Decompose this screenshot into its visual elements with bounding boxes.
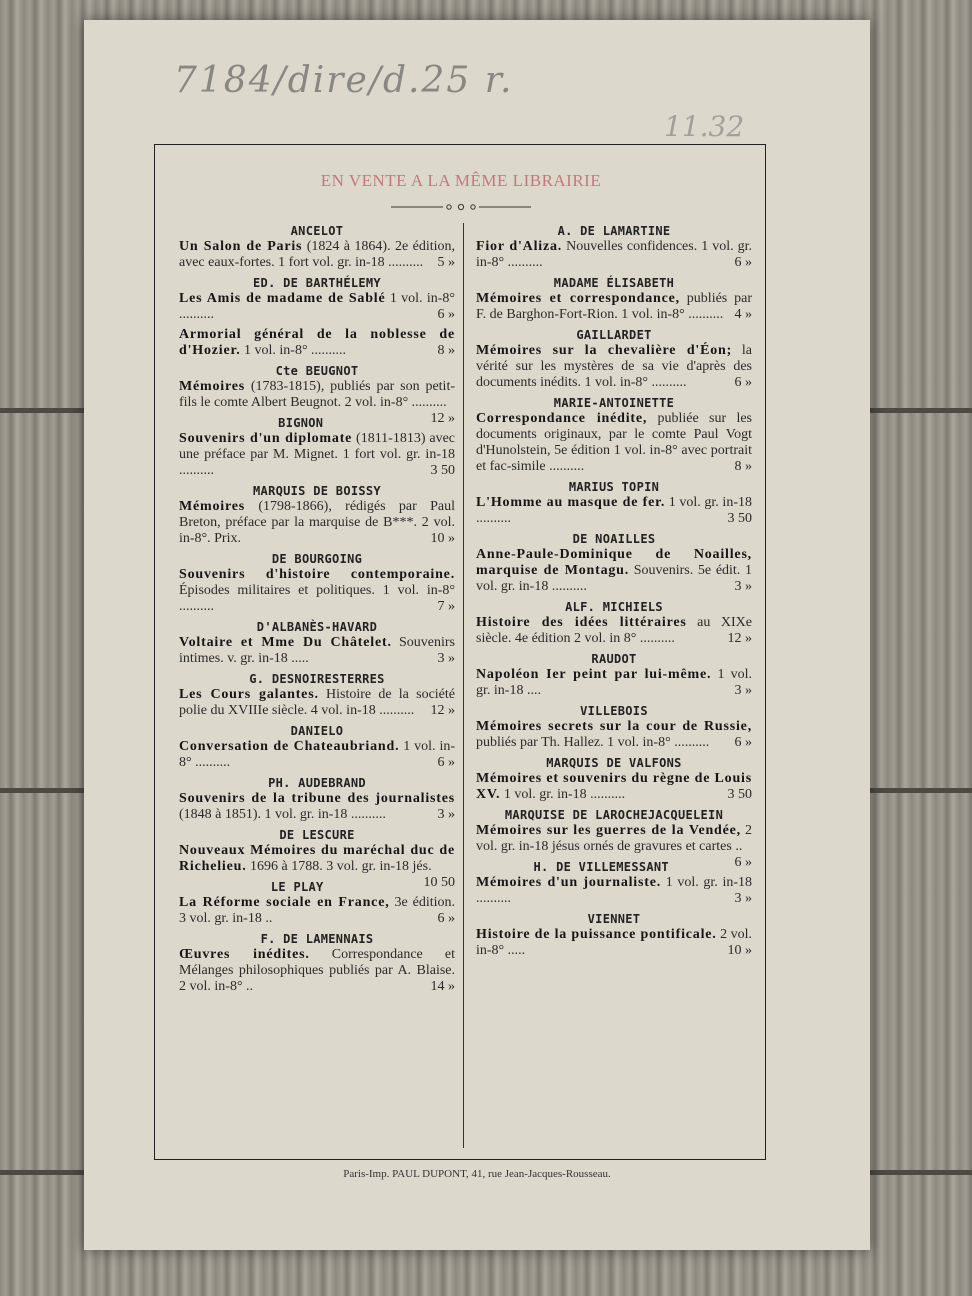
entry-text	[179, 687, 455, 719]
entry-title: Souvenirs d'histoire contemporaine.	[179, 567, 455, 582]
entry-price: 3 50	[727, 511, 752, 526]
entry-description: publiés par F. de Barghon-Fort-Rion. 1 vol. in-8° ..........	[476, 291, 752, 322]
entry-title: Armorial général de la noblesse de d'Hozier.	[179, 327, 455, 358]
entry-description: 1 vol. in-8° ..........	[240, 343, 347, 358]
catalogue-entry	[179, 931, 455, 995]
pencil-number: 11.32	[664, 110, 745, 143]
entry-text	[179, 291, 455, 323]
entry-price: 3 »	[437, 651, 455, 666]
entry-price: 6 »	[437, 911, 455, 926]
catalogue-entry	[476, 223, 752, 271]
entry-description: (1798-1866), rédigés par Paul Breton, préface par la marquise de B***. 2 vol. in-8°. Prix.	[179, 499, 455, 546]
entry-title: Histoire des idées littéraires	[476, 615, 687, 630]
entry-title: Mémoires	[179, 379, 246, 394]
entry-text	[476, 771, 752, 803]
catalogue-entry	[179, 223, 455, 271]
catalogue-entry	[476, 327, 752, 391]
entry-price: 7 »	[437, 599, 455, 614]
entry-title: Anne-Paule-Dominique de Noailles, marquise de Montagu.	[476, 547, 752, 578]
entry-author: A. DE LAMARTINE	[557, 224, 671, 238]
entry-price: 3 50	[430, 463, 455, 478]
entry-author: MARQUIS DE VALFONS	[546, 756, 682, 770]
catalogue-entry	[179, 775, 455, 823]
catalogue-entry	[179, 327, 455, 359]
entry-title: Œuvres inédites.	[179, 947, 310, 962]
entry-description: 1 vol. in-8° ..........	[179, 739, 455, 770]
entry-title: Mémoires	[179, 499, 246, 514]
column-divider	[463, 223, 464, 1148]
entry-text	[476, 291, 752, 323]
entry-description: 2 vol. in-8° .....	[476, 927, 752, 958]
entry-author: G. DESNOIRESTERRES	[249, 672, 385, 686]
entry-title: Correspondance inédite,	[476, 411, 648, 426]
entry-text	[179, 635, 455, 667]
entry-price: 8 »	[734, 459, 752, 474]
entry-price: 3 »	[437, 807, 455, 822]
entry-description: publiée sur les documents originaux, par le comte Paul Vogt d'Hunolstein, 5e édition 1 vol. in-8° avec portrait et fac-simile ..........	[476, 411, 752, 474]
entry-title: Souvenirs d'un diplomate	[179, 431, 353, 446]
entry-title: Fior d'Aliza.	[476, 239, 563, 254]
catalogue-entry	[179, 671, 455, 719]
catalogue-column-left	[179, 223, 455, 999]
entry-text	[179, 791, 455, 823]
entry-title: Les Amis de madame de Sablé	[179, 291, 386, 306]
entry-description: Souvenirs intimes. v. gr. in-18 .....	[179, 635, 455, 666]
entry-author: DE LESCURE	[279, 828, 355, 842]
entry-text	[179, 739, 455, 771]
entry-price: 6 »	[437, 755, 455, 770]
catalogue-entry	[179, 723, 455, 771]
entry-price: 10 »	[430, 531, 455, 546]
ornament-rule	[391, 201, 531, 213]
catalogue-heading: EN VENTE A LA MÊME LIBRAIRIE	[320, 171, 602, 190]
entry-author: PH. AUDEBRAND	[268, 776, 366, 790]
entry-title: Mémoires secrets sur la cour de Russie,	[476, 719, 752, 734]
catalogue-entry	[476, 651, 752, 699]
entry-text	[179, 947, 455, 995]
catalogue-entry	[476, 755, 752, 803]
catalogue-entry	[179, 483, 455, 547]
entry-price: 6 »	[734, 855, 752, 870]
entry-text	[179, 499, 455, 547]
entry-text	[476, 667, 752, 699]
entry-title: Napoléon Ier peint par lui-même.	[476, 667, 712, 682]
entry-description: 3e édition. 3 vol. gr. in-18 ..	[179, 895, 455, 926]
entry-price: 6 »	[734, 255, 752, 270]
catalogue-entry	[179, 415, 455, 479]
entry-author: DANIELO	[290, 724, 344, 738]
entry-title: Histoire de la puissance pontificale.	[476, 927, 717, 942]
entry-author: RAUDOT	[591, 652, 637, 666]
entry-author: VILLEBOIS	[580, 704, 648, 718]
catalogue-entry	[476, 859, 752, 907]
entry-title: Souvenirs de la tribune des journalistes	[179, 791, 455, 806]
catalogue-entry	[476, 911, 752, 959]
catalogue-entry	[179, 551, 455, 615]
entry-title: Un Salon de Paris	[179, 239, 303, 254]
entry-text	[179, 895, 455, 927]
entry-price: 3 50	[727, 787, 752, 802]
entry-price: 5 »	[437, 255, 455, 270]
handwritten-note: 7184/dire/d.25 r.	[174, 60, 514, 101]
entry-price: 4 »	[734, 307, 752, 322]
entry-author: BIGNON	[278, 416, 324, 430]
entry-price: 3 »	[734, 579, 752, 594]
entry-description: 1 vol. gr. in-18 ..........	[476, 495, 752, 526]
entry-price: 6 »	[437, 307, 455, 322]
entry-author: MARQUISE DE LAROCHEJACQUELEIN	[504, 808, 724, 822]
catalogue-entry	[179, 619, 455, 667]
catalogue-entry	[179, 275, 455, 323]
entry-title: Mémoires sur la chevalière d'Éon;	[476, 343, 733, 358]
entry-author: MARIE-ANTOINETTE	[553, 396, 675, 410]
entry-text	[476, 495, 752, 527]
entry-author: H. DE VILLEMESSANT	[533, 860, 669, 874]
entry-text	[476, 547, 752, 595]
entry-description: Histoire de la société polie du XVIIIe siècle. 4 vol. in-18 ..........	[179, 687, 455, 718]
entry-text	[179, 239, 455, 271]
catalogue-entry	[476, 531, 752, 595]
entry-description: (1811-1813) avec une préface par M. Mignet. 1 fort vol. gr. in-18 ..........	[179, 431, 456, 478]
entry-description: Nouvelles confidences. 1 vol. gr. in-8° ..........	[476, 239, 752, 270]
entry-description: Épisodes militaires et politiques. 1 vol. in-8° ..........	[179, 583, 455, 614]
entry-description: publiés par Th. Hallez. 1 vol. in-8° ..........	[476, 735, 710, 750]
entry-text	[476, 615, 752, 647]
catalogue-entry	[476, 599, 752, 647]
entry-author: MARQUIS DE BOISSY	[253, 484, 381, 498]
entry-title: Voltaire et Mme Du Châtelet.	[179, 635, 392, 650]
book-back-cover	[84, 20, 870, 1250]
entry-text	[476, 927, 752, 959]
entry-price: 3 »	[734, 891, 752, 906]
entry-description: (1783-1815), publiés par son petit-fils le comte Albert Beugnot. 2 vol. in-8° ..........	[179, 379, 455, 410]
entry-author: LE PLAY	[270, 880, 324, 894]
catalogue-column-right	[476, 223, 752, 963]
entry-text	[179, 431, 455, 479]
entry-price: 10 »	[727, 943, 752, 958]
entry-title: Les Cours galantes.	[179, 687, 319, 702]
entry-author: ALF. MICHIELS	[565, 600, 663, 614]
entry-author: GAILLARDET	[576, 328, 652, 342]
entry-author: Cte BEUGNOT	[275, 364, 359, 378]
catalogue-entry	[476, 703, 752, 751]
entry-text	[476, 875, 752, 907]
catalogue-entry	[179, 879, 455, 927]
entry-description: au XIXe siècle. 4e édition 2 vol. in 8° ..........	[476, 615, 753, 646]
entry-title: Mémoires d'un journaliste.	[476, 875, 662, 890]
entry-author: ED. DE BARTHÉLEMY	[253, 276, 381, 290]
entry-title: Nouveaux Mémoires du maréchal duc de Richelieu.	[179, 843, 455, 874]
entry-title: Mémoires sur les guerres de la Vendée,	[476, 823, 741, 838]
printer-imprint: Paris-Imp. PAUL DUPONT, 41, rue Jean-Jacques-Rousseau.	[343, 1168, 611, 1180]
entry-price: 14 »	[430, 979, 455, 994]
entry-author: DE NOAILLES	[572, 532, 656, 546]
entry-author: VIENNET	[587, 912, 641, 926]
entry-description: Correspondance et Mélanges philosophiques publiés par A. Blaise. 2 vol. in-8° ..	[179, 947, 455, 994]
entry-title: Mémoires et correspondance,	[476, 291, 680, 306]
entry-description: 1 vol. gr. in-18 ....	[476, 667, 752, 698]
entry-price: 12 »	[430, 703, 455, 718]
entry-description: Souvenirs. 5e édit. 1 vol. gr. in-18 ..........	[476, 563, 752, 594]
catalogue-entry	[476, 275, 752, 323]
entry-author: ANCELOT	[290, 224, 344, 238]
entry-text	[476, 719, 752, 751]
entry-text	[476, 343, 752, 391]
entry-price: 12 »	[430, 411, 455, 426]
catalogue-entry	[476, 479, 752, 527]
entry-title: Mémoires et souvenirs du règne de Louis XV.	[476, 771, 752, 802]
entry-description: 2 vol. gr. in-18 jésus ornés de gravures et cartes ..	[476, 823, 753, 854]
entry-title: La Réforme sociale en France,	[179, 895, 390, 910]
entry-text	[179, 327, 455, 359]
entry-title: L'Homme au masque de fer.	[476, 495, 666, 510]
catalogue-frame	[154, 144, 766, 1160]
entry-description: 1696 à 1788. 3 vol. gr. in-18 jés.	[246, 859, 432, 874]
entry-price: 6 »	[734, 375, 752, 390]
entry-price: 6 »	[734, 735, 752, 750]
entry-author: MADAME ÉLISABETH	[553, 276, 675, 290]
entry-text	[179, 567, 455, 615]
entry-text	[476, 411, 752, 475]
entry-price: 3 »	[734, 683, 752, 698]
entry-title: Conversation de Chateaubriand.	[179, 739, 400, 754]
entry-description: (1848 à 1851). 1 vol. gr. in-18 ..........	[179, 807, 386, 822]
entry-description: 1 vol. in-8° ..........	[179, 291, 455, 322]
entry-description: la vérité sur les mystères de sa vie d'après des documents inédits. 1 vol. in-8° ..........	[476, 343, 752, 390]
entry-text	[476, 239, 752, 271]
entry-price: 10 50	[423, 875, 455, 890]
catalogue-entry	[476, 395, 752, 475]
entry-author: MARIUS TOPIN	[568, 480, 660, 494]
entry-description: 1 vol. gr. in-18 ..........	[476, 875, 752, 906]
entry-price: 12 »	[727, 631, 752, 646]
entry-author: D'ALBANÈS-HAVARD	[256, 620, 378, 634]
entry-description: (1824 à 1864). 2e édition, avec eaux-fortes. 1 fort vol. gr. in-18 ..........	[179, 239, 456, 270]
entry-description: 1 vol. gr. in-18 ..........	[500, 787, 626, 802]
entry-author: F. DE LAMENNAIS	[260, 932, 374, 946]
entry-author: DE BOURGOING	[271, 552, 363, 566]
entry-price: 8 »	[437, 343, 455, 358]
